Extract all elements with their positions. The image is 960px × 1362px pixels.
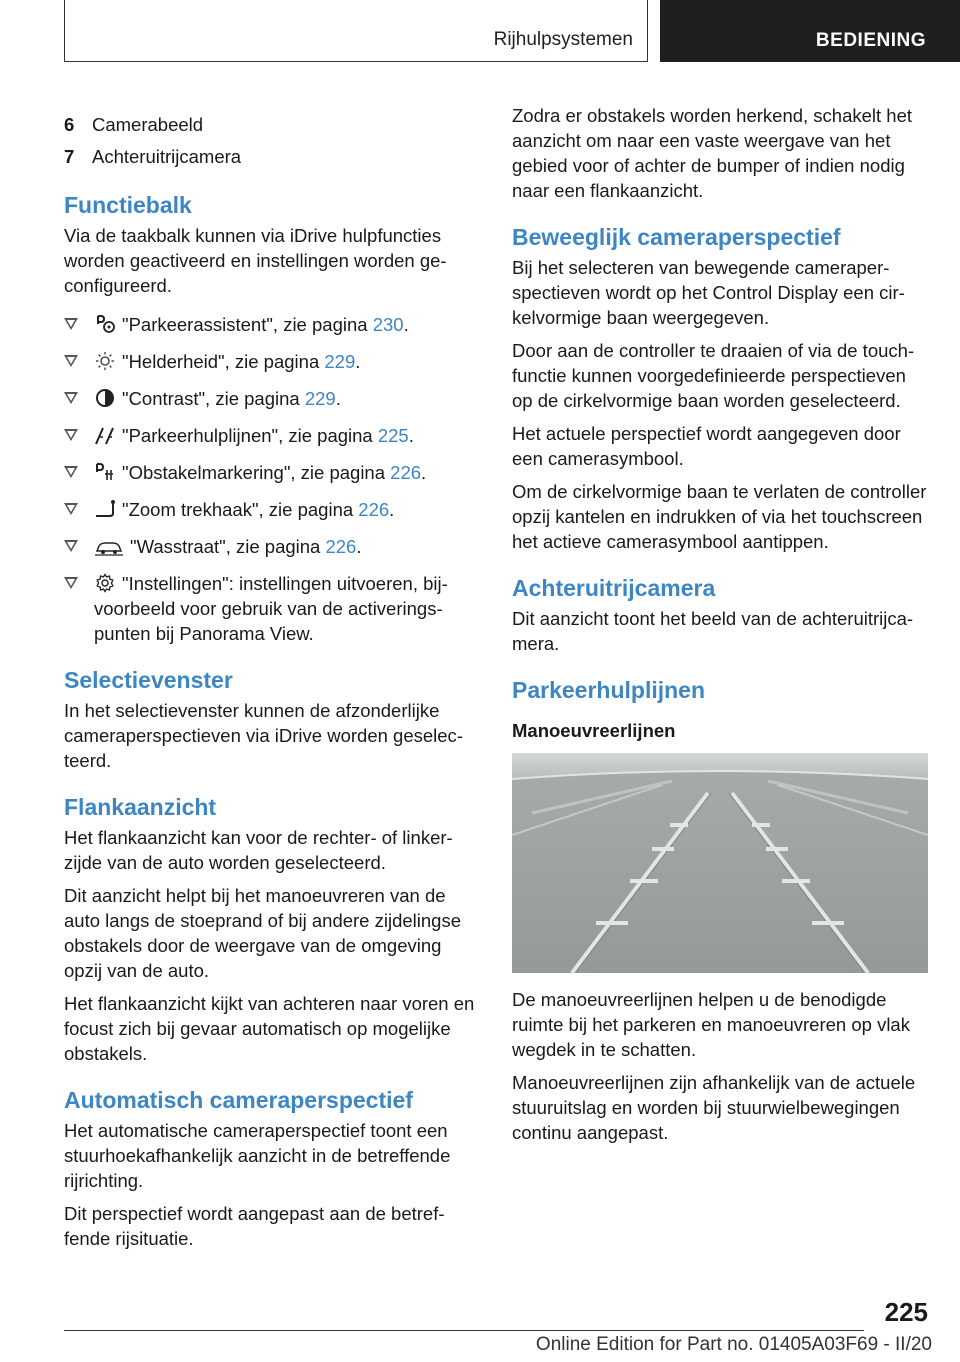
flankaanzicht-p3: Het flankaanzicht kijkt van achteren naar voren en focust zich bij gevaar automatisch op mogelijke obstakels. <box>64 993 475 1064</box>
bullet-parkeerassistent: "Parkeerassistent", zie pagina 230. <box>64 312 479 337</box>
header-chapter-box <box>660 0 960 62</box>
car-wash-icon <box>94 536 124 556</box>
bullet-triangle-icon <box>64 577 78 589</box>
left-column <box>64 112 479 1259</box>
page-link[interactable]: 229 <box>324 351 356 372</box>
footer-divider <box>64 1330 864 1331</box>
functiebalk-intro: Via de taakbalk kunnen via iDrive hulpfuncties worden geactiveerd en instellingen worden geconfigureerd. <box>64 225 447 296</box>
bullet-wasstraat: "Wasstraat", zie pagina 226. <box>64 534 479 559</box>
legend-text: Camerabeeld <box>92 114 204 135</box>
page-link[interactable]: 230 <box>372 314 404 335</box>
chapter-title: BEDIENING <box>815 30 926 51</box>
page-link[interactable]: 226 <box>325 536 357 557</box>
bullet-helderheid: "Helderheid", zie pagina 229. <box>64 349 479 374</box>
heading-functiebalk: Functiebalk <box>64 192 192 218</box>
heading-achteruitrijcamera: Achteruitrijcamera <box>512 575 716 601</box>
function-bar-list <box>64 312 479 646</box>
heading-selectievenster: Selectievenster <box>64 667 233 693</box>
bullet-triangle-icon <box>64 355 78 367</box>
tow-hitch-icon <box>94 499 116 519</box>
parking-lines-icon <box>94 425 116 445</box>
parking-assistant-icon <box>94 314 116 334</box>
achteruitrijcamera-text: Dit aanzicht toont het beeld van de achteruitrijcamera. <box>512 608 914 654</box>
camera-view-image <box>512 753 928 973</box>
bullet-triangle-icon <box>64 392 78 404</box>
legend-item-6 <box>64 112 479 137</box>
selectievenster-text: In het selectievenster kunnen de afzonderlijke cameraperspectieven via iDrive worden geselecteerd. <box>64 700 463 771</box>
automatisch-p2: Dit perspectief wordt aangepast aan de betreffende rijsituatie. <box>64 1203 445 1249</box>
bullet-triangle-icon <box>64 540 78 552</box>
beweeglijk-p3: Het actuele perspectief wordt aangegeven door een camerasymbool. <box>512 423 901 469</box>
heading-automatisch-cameraperspectief: Automatisch cameraperspectief <box>64 1087 413 1113</box>
brightness-icon <box>94 351 116 371</box>
bullet-instellingen: "Instellingen": instellingen uitvoeren, bijvoorbeeld voor gebruik van de activeringspunten bij Panorama View. <box>64 571 479 646</box>
contrast-icon <box>94 388 116 408</box>
legend-item-7 <box>64 144 479 169</box>
beweeglijk-p4: Om de cirkelvormige baan te verlaten de controller opzij kantelen en indrukken of via het touchscreen het actieve camerasymbool aantippen. <box>512 481 927 552</box>
bullet-zoom-trekhaak: "Zoom trekhaak", zie pagina 226. <box>64 497 479 522</box>
page-link[interactable]: 226 <box>358 499 390 520</box>
manoeuvreerlijnen-p2: Manoeuvreerlijnen zijn afhankelijk van de actuele stuuruitslag en worden bij stuurwielbewegingen continu aangepast. <box>512 1072 916 1143</box>
page-link[interactable]: 226 <box>390 462 422 483</box>
bullet-contrast: "Contrast", zie pagina 229. <box>64 386 479 411</box>
bullet-triangle-icon <box>64 429 78 441</box>
footer-edition: Online Edition for Part no. 01405A03F69 - II/20 <box>535 1334 932 1355</box>
beweeglijk-p2: Door aan de controller te draaien of via de touchfunctie kunnen voorgedefinieerde perspectieven op de cirkelvormige baan worden geselecteerd. <box>512 340 915 411</box>
page-number: 225 <box>884 1297 928 1327</box>
right-column <box>512 103 930 1153</box>
manoeuvreerlijnen-p1: De manoeuvreerlijnen helpen u de benodigde ruimte bij het parkeren en manoeuvreren op vlak wegdek in te schatten. <box>512 989 910 1060</box>
flankaanzicht-p2: Dit aanzicht helpt bij het manoeuvreren van de auto langs de stoeprand of bij andere zijdelingse obstakels door de weergave van de omgeving opzij van de auto. <box>64 885 462 981</box>
subheading-manoeuvreerlijnen: Manoeuvreerlijnen <box>512 720 676 741</box>
bullet-triangle-icon <box>64 503 78 515</box>
heading-flankaanzicht: Flankaanzicht <box>64 794 217 820</box>
bullet-parkeerhulplijnen: "Parkeerhulplijnen", zie pagina 225. <box>64 423 479 448</box>
legend-number: 7 <box>64 146 75 167</box>
legend-number: 6 <box>64 114 75 135</box>
obstacle-marking-icon <box>94 462 116 482</box>
bullet-triangle-icon <box>64 318 78 330</box>
bullet-obstakelmarkering: "Obstakelmarkering", zie pagina 226. <box>64 460 479 485</box>
page-link[interactable]: 229 <box>304 388 336 409</box>
right-intro: Zodra er obstakels worden herkend, schakelt het aanzicht om naar een vaste weergave van het gebied voor of achter de bumper of indien nodig naar een flankaanzicht. <box>512 105 913 201</box>
automatisch-p1: Het automatische cameraperspectief toont een stuurhoekafhankelijk aanzicht in de betreffende rijrichting. <box>64 1120 451 1191</box>
beweeglijk-p1: Bij het selecteren van bewegende cameraperspectieven wordt op het Control Display een cirkelvormige baan weergegeven. <box>512 257 905 328</box>
flankaanzicht-p1: Het flankaanzicht kan voor de rechter- of linkerzijde van de auto worden geselecteerd. <box>64 827 453 873</box>
header-section-box <box>64 0 648 62</box>
settings-gear-icon <box>94 573 116 593</box>
legend-text: Achteruitrijcamera <box>92 146 242 167</box>
heading-beweeglijk-cameraperspectief: Beweeglijk cameraperspectief <box>512 224 841 250</box>
bullet-triangle-icon <box>64 466 78 478</box>
page-link[interactable]: 225 <box>377 425 409 446</box>
heading-parkeerhulplijnen: Parkeerhulplijnen <box>512 677 706 703</box>
section-title: Rijhulpsystemen <box>493 29 633 50</box>
